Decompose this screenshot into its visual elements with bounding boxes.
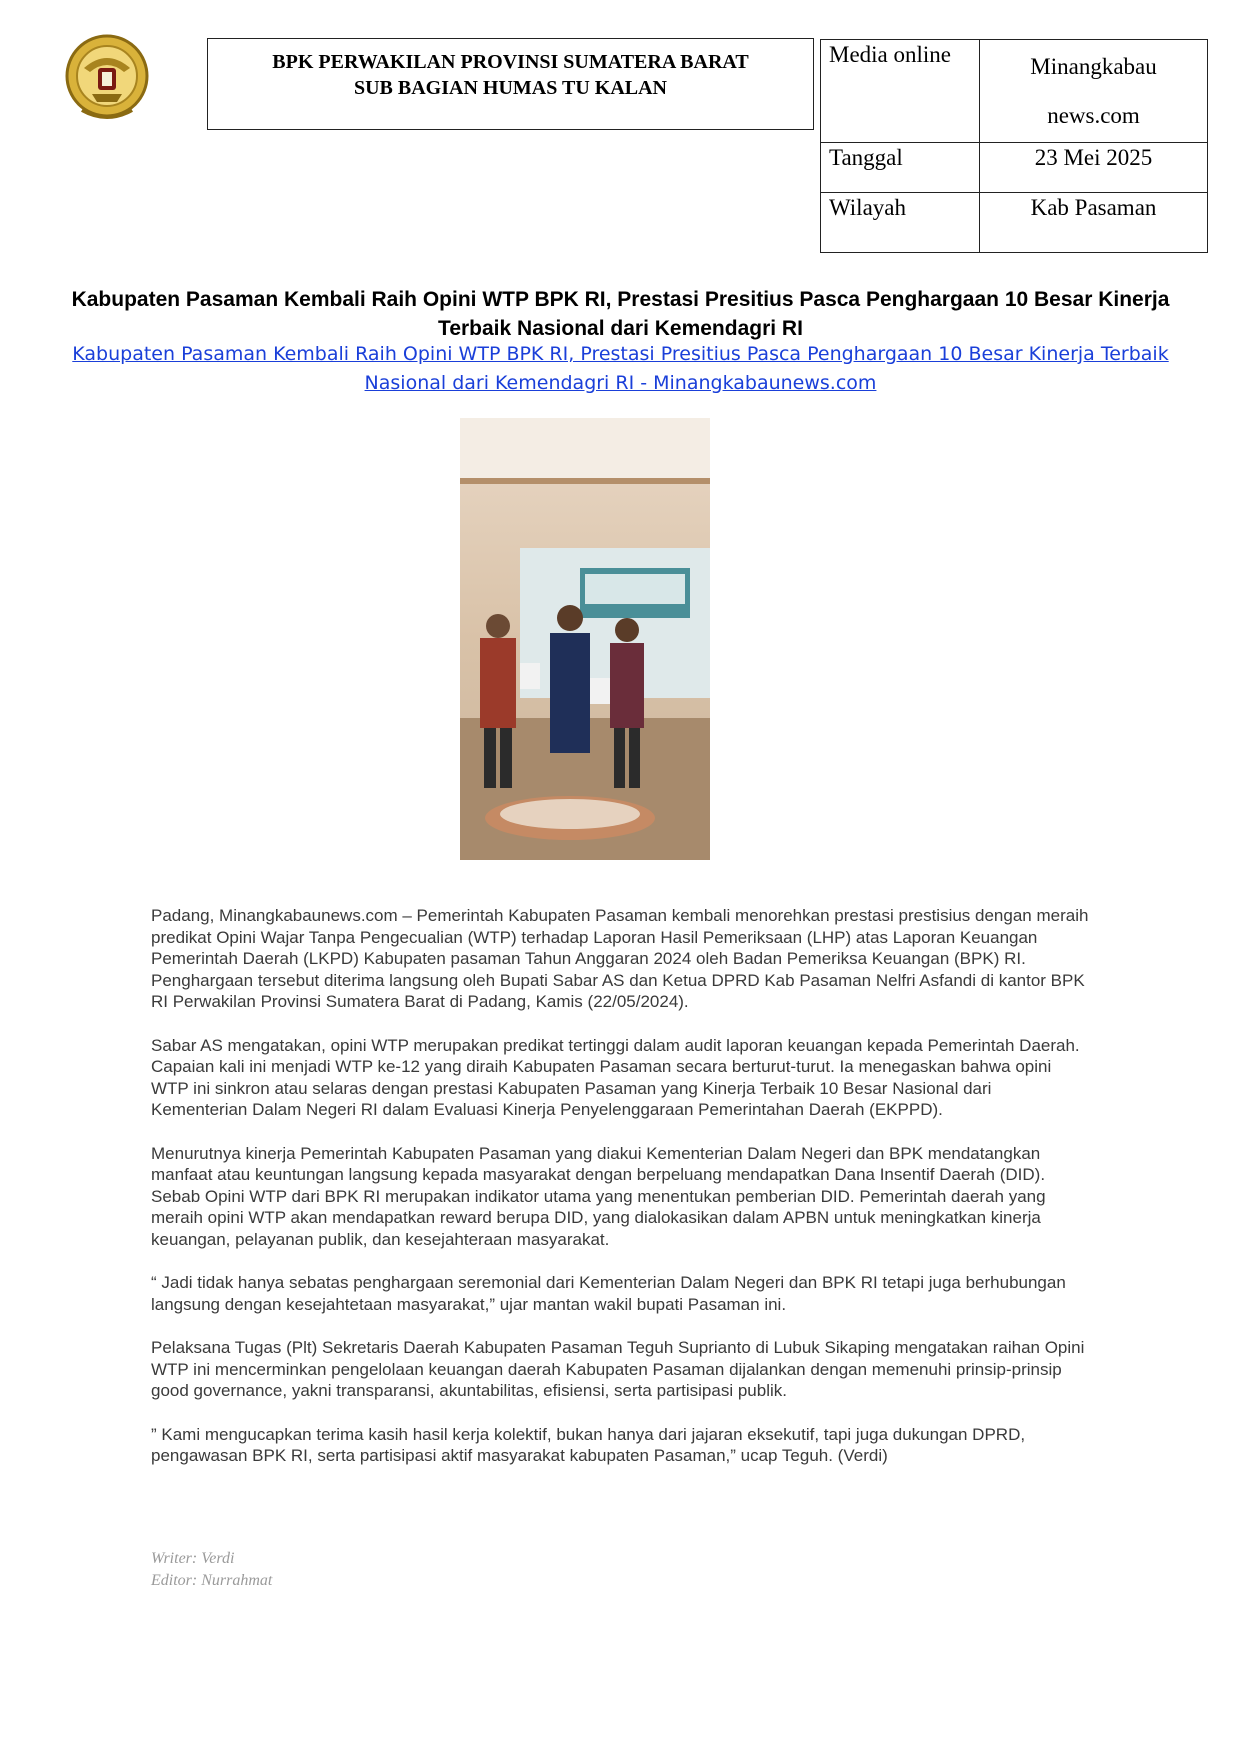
info-label: Wilayah (821, 193, 980, 253)
editor-credit: Editor: Nurrahmat (151, 1572, 273, 1589)
organization-header (207, 38, 814, 130)
writer-credit: Writer: Verdi (151, 1550, 235, 1567)
paragraph: “ Jadi tidak hanya sebatas penghargaan seremonial dari Kementerian Dalam Negeri dan BPK RI tetapi juga berhubungan langsung dengan kesejahtetaan masyarakat,” ujar mantan wakil bupati Pasaman ini. (151, 1273, 1066, 1314)
info-row-region (821, 193, 1208, 253)
media-info-table (820, 39, 1208, 253)
info-value: Minangkabau news.com (980, 40, 1208, 143)
info-value: Kab Pasaman (980, 193, 1208, 253)
article-body (151, 905, 1091, 1489)
paragraph: Padang, Minangkabaunews.com – Pemerintah Kabupaten Pasaman kembali menorehkan prestasi prestisius dengan meraih predikat Opini Wajar Tanpa Pengecualian (WTP) terhadap Laporan Hasil Pemeriksaan (LHP) atas Laporan Keuangan Pemerintah Daerah (LKPD) Kabupaten pasaman Tahun Anggaran 2024 oleh Badan Pemeriksa Keuangan (BPK) RI. Penghargaan tersebut diterima langsung oleh Bupati Sabar AS dan Ketua DPRD Kab Pasaman Nelfri Asfandi di kantor BPK RI Perwakilan Provinsi Sumatera Barat di Padang, Kamis (22/05/2024). (151, 906, 1089, 1011)
info-value: 23 Mei 2025 (980, 143, 1208, 193)
paragraph: Sabar AS mengatakan, opini WTP merupakan predikat tertinggi dalam audit laporan keuangan kepada Pemerintah Daerah. Capaian kali ini menjadi WTP ke-12 yang diraih Kabupaten Pasaman secara berturut-turut. Ia menegaskan bahwa opini WTP ini sinkron atau selaras dengan prestasi Kabupaten Pasaman yang Kinerja Terbaik 10 Besar Nasional dari Kementerian Dalam Negeri RI dalam Evaluasi Kinerja Penyelenggaraan Pemerintahan Daerah (EKPPD). (151, 1035, 1080, 1119)
garuda-emblem-icon (62, 28, 152, 128)
bpk-logo (62, 28, 152, 128)
article-credits (151, 1548, 272, 1592)
info-row-media (821, 40, 1208, 143)
article-title: Kabupaten Pasaman Kembali Raih Opini WTP BPK RI, Prestasi Presitius Pasca Penghargaan 10 Besar Kinerja Terbaik Nasional dari Kemendagri RI (71, 288, 1170, 340)
info-label: Media online (821, 40, 980, 143)
award-ceremony-photo (460, 418, 710, 860)
info-label: Tanggal (821, 143, 980, 193)
info-row-date (821, 143, 1208, 193)
org-line-1: BPK PERWAKILAN PROVINSI SUMATERA BARAT (272, 51, 749, 73)
org-line-2: SUB BAGIAN HUMAS TU KALAN (353, 77, 667, 99)
paragraph: Pelaksana Tugas (Plt) Sekretaris Daerah Kabupaten Pasaman Teguh Suprianto di Lubuk Sikaping mengatakan raihan Opini WTP ini mencerminkan pengelolaan keuangan daerah Kabupaten Pasaman dijalankan dengan memenuhi prinsip-prinsip good governance, yakni transparansi, akuntabilitas, efisiensi, serta partisipasi publik. (151, 1338, 1085, 1400)
paragraph: ” Kami mengucapkan terima kasih hasil kerja kolektif, bukan hanya dari jajaran eksekutif, tapi juga dukungan DPRD, pengawasan BPK RI, serta partisipasi aktif masyarakat kabupaten Pasaman,” ucap Teguh. (Verdi) (151, 1424, 1026, 1465)
article-link[interactable]: Kabupaten Pasaman Kembali Raih Opini WTP BPK RI, Prestasi Presitius Pasca Penghargaan 10 Besar Kinerja Terbaik Nasional dari Kemendagri RI - Minangkabaunews.com (72, 343, 1169, 394)
paragraph: Menurutnya kinerja Pemerintah Kabupaten Pasaman yang diakui Kementerian Dalam Negeri dan BPK mendatangkan manfaat atau keuntungan langsung kepada masyarakat dengan berpeluang mendapatkan Dana Insentif Daerah (DID). Sebab Opini WTP dari BPK RI merupakan indikator utama yang menentukan pemberian DID. Pemerintah daerah yang meraih opini WTP akan mendapatkan reward berupa DID, yang dialokasikan dalam APBN untuk meningkatkan kinerja keuangan, pelayanan publik, dan kesejahteraan masyarakat. (151, 1143, 1046, 1249)
